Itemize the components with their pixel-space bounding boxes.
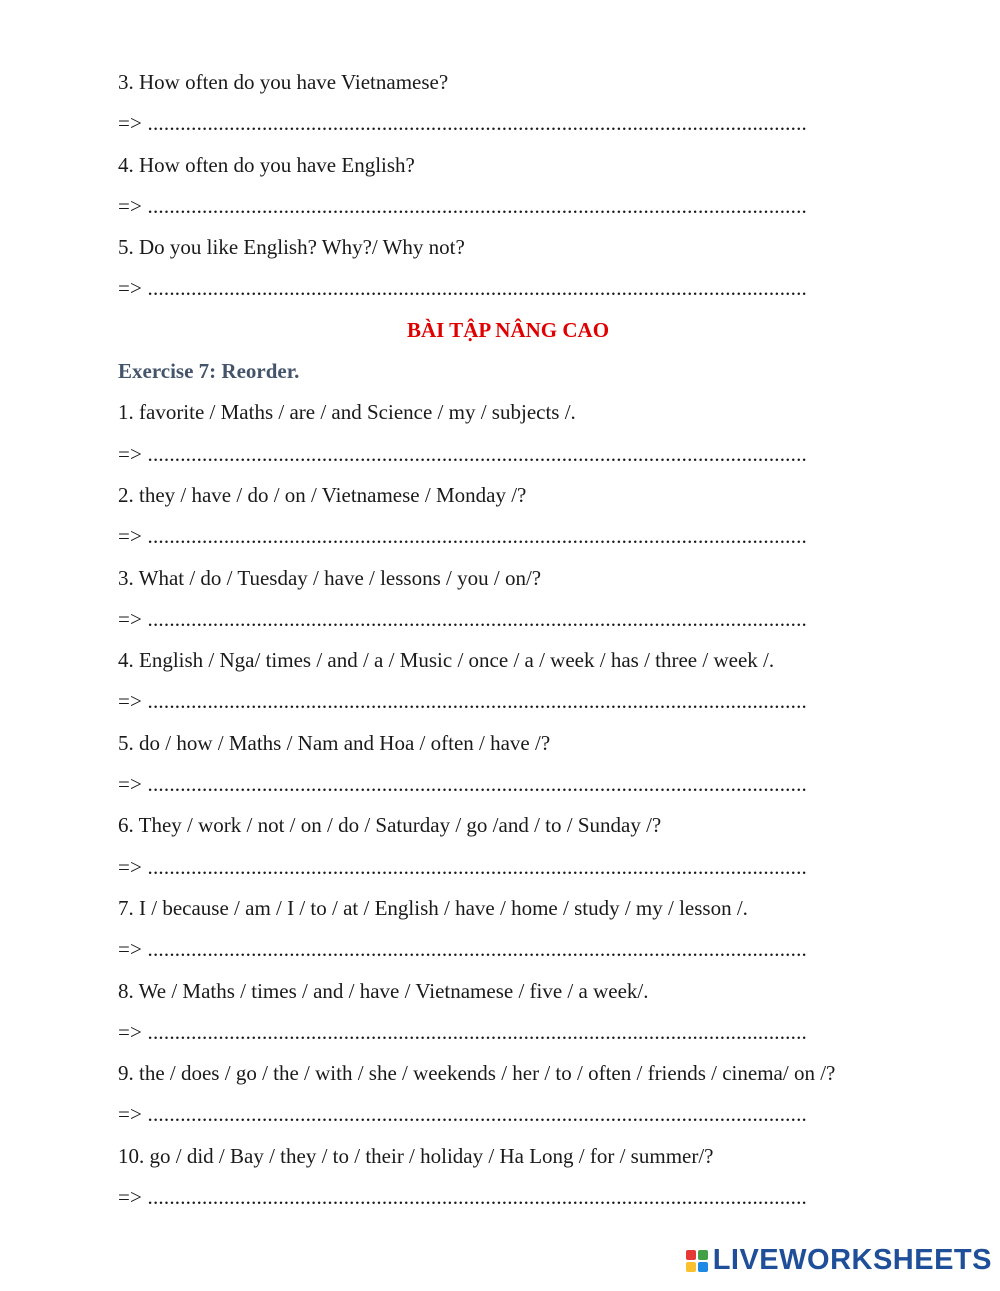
- answer-line[interactable]: => .........................................................................................................................: [118, 1102, 807, 1127]
- question-line: 3. What / do / Tuesday / have / lessons / you / on/?: [118, 565, 542, 590]
- question-line: 3. How often do you have Vietnamese?: [118, 70, 449, 94]
- answer-line[interactable]: => .........................................................................................................................: [118, 1019, 807, 1044]
- liveworksheets-logo: [686, 1244, 992, 1277]
- question-line: 1. favorite / Maths / are / and Science / my / subjects /.: [118, 400, 576, 425]
- logo-tiles-icon: [686, 1250, 708, 1272]
- question-line: 4. English / Nga/ times / and / a / Music / once / a / week / has / three / week /.: [118, 648, 775, 673]
- question-line: 6. They / work / not / on / do / Saturday / go /and / to / Sunday /?: [118, 813, 662, 838]
- answer-line[interactable]: => .........................................................................................................................: [118, 111, 807, 136]
- answer-line[interactable]: => .........................................................................................................................: [118, 441, 807, 466]
- question-line: 4. How often do you have English?: [118, 152, 415, 177]
- worksheet-page: [118, 66, 918, 1222]
- question-line: 5. Do you like English? Why?/ Why not?: [118, 235, 465, 260]
- answer-line[interactable]: => .........................................................................................................................: [118, 606, 807, 631]
- answer-line[interactable]: => .........................................................................................................................: [118, 276, 807, 301]
- answer-line[interactable]: => .........................................................................................................................: [118, 854, 807, 879]
- logo-tile-green: [698, 1250, 708, 1260]
- question-line: 7. I / because / am / I / to / at / English / have / home / study / my / lesson /.: [118, 895, 748, 920]
- answer-line[interactable]: => .........................................................................................................................: [118, 193, 807, 218]
- question-line: 5. do / how / Maths / Nam and Hoa / often / have /?: [118, 730, 551, 755]
- brand-name: LIVEWORKSHEETS: [712, 1244, 992, 1276]
- answer-line[interactable]: => .........................................................................................................................: [118, 689, 807, 714]
- answer-line[interactable]: => .........................................................................................................................: [118, 772, 807, 797]
- exercise-title: Exercise 7: Reorder.: [118, 359, 300, 384]
- question-line: 8. We / Maths / times / and / have / Vietnamese / five / a week/.: [118, 978, 649, 1003]
- question-line: 2. they / have / do / on / Vietnamese / Monday /?: [118, 482, 527, 507]
- question-line: 10. go / did / Bay / they / to / their / holiday / Ha Long / for / summer/?: [118, 1143, 714, 1168]
- answer-line[interactable]: => .........................................................................................................................: [118, 1185, 807, 1210]
- section-title: BÀI TẬP NÂNG CAO: [406, 317, 610, 342]
- answer-line[interactable]: => .........................................................................................................................: [118, 524, 807, 549]
- logo-tile-red: [686, 1250, 696, 1260]
- logo-tile-yellow: [686, 1262, 696, 1272]
- answer-line[interactable]: => .........................................................................................................................: [118, 937, 807, 962]
- logo-tile-blue: [698, 1262, 708, 1272]
- question-line: 9. the / does / go / the / with / she / weekends / her / to / often / friends / cinema/ on /?: [118, 1061, 836, 1086]
